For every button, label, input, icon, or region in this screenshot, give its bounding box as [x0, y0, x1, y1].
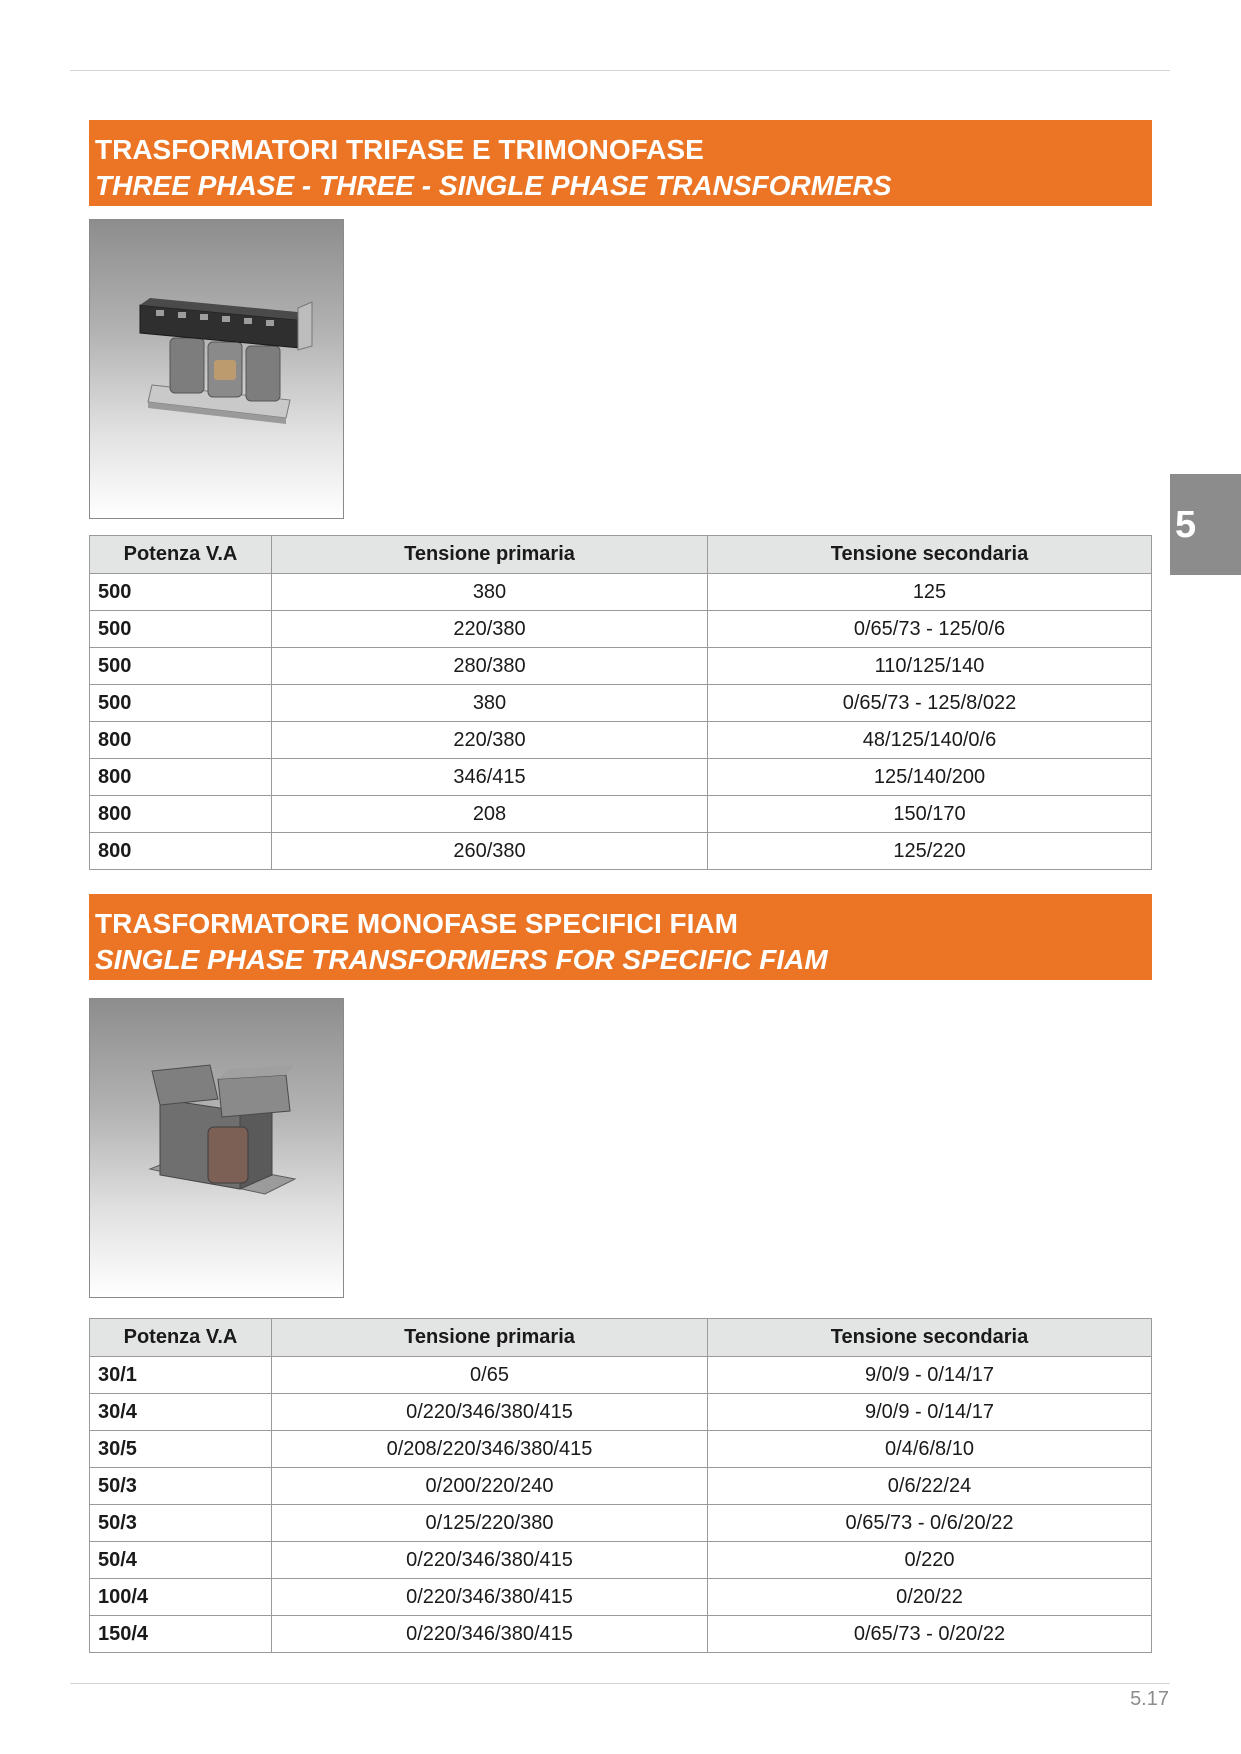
- section-banner-three-phase: [89, 120, 1152, 206]
- table-row: [90, 1579, 1152, 1616]
- section-title-english: SINGLE PHASE TRANSFORMERS FOR SPECIFIC FIAM: [95, 944, 828, 975]
- secondary-voltage-cell: 9/0/9 - 0/14/17: [708, 1357, 1152, 1394]
- chapter-number: 5: [1175, 504, 1197, 546]
- primary-voltage-cell: 0/65: [272, 1357, 708, 1394]
- power-cell: 500: [90, 685, 272, 722]
- column-header-power: Potenza V.A: [90, 536, 272, 574]
- column-header-primary-voltage: Tensione primaria: [272, 1319, 708, 1357]
- power-cell: 800: [90, 796, 272, 833]
- table-row: [90, 1468, 1152, 1505]
- column-header-primary-voltage: Tensione primaria: [272, 536, 708, 574]
- secondary-voltage-cell: 150/170: [708, 796, 1152, 833]
- table-header-row: [90, 536, 1152, 574]
- primary-voltage-cell: 0/220/346/380/415: [272, 1579, 708, 1616]
- table-row: [90, 796, 1152, 833]
- secondary-voltage-cell: 0/220: [708, 1542, 1152, 1579]
- power-cell: 800: [90, 759, 272, 796]
- power-cell: 800: [90, 722, 272, 759]
- table-row: [90, 1542, 1152, 1579]
- primary-voltage-cell: 220/380: [272, 722, 708, 759]
- top-divider: [70, 70, 1170, 71]
- power-cell: 800: [90, 833, 272, 870]
- table-row: [90, 574, 1152, 611]
- secondary-voltage-cell: 0/65/73 - 125/8/022: [708, 685, 1152, 722]
- power-cell: 150/4: [90, 1616, 272, 1653]
- section-title-english: THREE PHASE - THREE - SINGLE PHASE TRANSFORMERS: [95, 170, 892, 201]
- column-header-secondary-voltage: Tensione secondaria: [708, 536, 1152, 574]
- table-row: [90, 1505, 1152, 1542]
- power-cell: 30/5: [90, 1431, 272, 1468]
- table-row: [90, 611, 1152, 648]
- three-phase-transformer-photo: [89, 219, 344, 519]
- power-cell: 50/3: [90, 1468, 272, 1505]
- primary-voltage-cell: 0/208/220/346/380/415: [272, 1431, 708, 1468]
- section-title-italian: TRASFORMATORI TRIFASE E TRIMONOFASE: [95, 134, 704, 165]
- table-row: [90, 1394, 1152, 1431]
- primary-voltage-cell: 346/415: [272, 759, 708, 796]
- secondary-voltage-cell: 0/65/73 - 0/6/20/22: [708, 1505, 1152, 1542]
- power-cell: 30/4: [90, 1394, 272, 1431]
- power-cell: 50/3: [90, 1505, 272, 1542]
- primary-voltage-cell: 0/220/346/380/415: [272, 1616, 708, 1653]
- table-row: [90, 1431, 1152, 1468]
- table-row: [90, 1357, 1152, 1394]
- primary-voltage-cell: 0/200/220/240: [272, 1468, 708, 1505]
- bottom-divider: [70, 1683, 1170, 1684]
- table-row: [90, 833, 1152, 870]
- secondary-voltage-cell: 110/125/140: [708, 648, 1152, 685]
- power-cell: 500: [90, 648, 272, 685]
- secondary-voltage-cell: 9/0/9 - 0/14/17: [708, 1394, 1152, 1431]
- secondary-voltage-cell: 0/4/6/8/10: [708, 1431, 1152, 1468]
- power-cell: 500: [90, 611, 272, 648]
- column-header-power: Potenza V.A: [90, 1319, 272, 1357]
- power-cell: 500: [90, 574, 272, 611]
- single-phase-transformer-photo: [89, 998, 344, 1298]
- secondary-voltage-cell: 0/65/73 - 0/20/22: [708, 1616, 1152, 1653]
- secondary-voltage-cell: 0/20/22: [708, 1579, 1152, 1616]
- table-row: [90, 648, 1152, 685]
- secondary-voltage-cell: 0/6/22/24: [708, 1468, 1152, 1505]
- table-row: [90, 722, 1152, 759]
- chapter-tab[interactable]: [1170, 474, 1241, 575]
- power-cell: 30/1: [90, 1357, 272, 1394]
- column-header-secondary-voltage: Tensione secondaria: [708, 1319, 1152, 1357]
- three-phase-spec-table: [89, 535, 1152, 870]
- secondary-voltage-cell: 48/125/140/0/6: [708, 722, 1152, 759]
- secondary-voltage-cell: 0/65/73 - 125/0/6: [708, 611, 1152, 648]
- primary-voltage-cell: 0/220/346/380/415: [272, 1542, 708, 1579]
- primary-voltage-cell: 0/220/346/380/415: [272, 1394, 708, 1431]
- primary-voltage-cell: 280/380: [272, 648, 708, 685]
- power-cell: 100/4: [90, 1579, 272, 1616]
- table-row: [90, 1616, 1152, 1653]
- primary-voltage-cell: 260/380: [272, 833, 708, 870]
- secondary-voltage-cell: 125/220: [708, 833, 1152, 870]
- primary-voltage-cell: 0/125/220/380: [272, 1505, 708, 1542]
- table-header-row: [90, 1319, 1152, 1357]
- primary-voltage-cell: 208: [272, 796, 708, 833]
- primary-voltage-cell: 380: [272, 685, 708, 722]
- section-title-italian: TRASFORMATORE MONOFASE SPECIFICI FIAM: [95, 908, 738, 939]
- primary-voltage-cell: 380: [272, 574, 708, 611]
- page-number: 5.17: [1130, 1688, 1169, 1710]
- section-banner-single-phase: [89, 894, 1152, 980]
- secondary-voltage-cell: 125/140/200: [708, 759, 1152, 796]
- power-cell: 50/4: [90, 1542, 272, 1579]
- primary-voltage-cell: 220/380: [272, 611, 708, 648]
- single-phase-spec-table: [89, 1318, 1152, 1653]
- secondary-voltage-cell: 125: [708, 574, 1152, 611]
- table-row: [90, 759, 1152, 796]
- table-row: [90, 685, 1152, 722]
